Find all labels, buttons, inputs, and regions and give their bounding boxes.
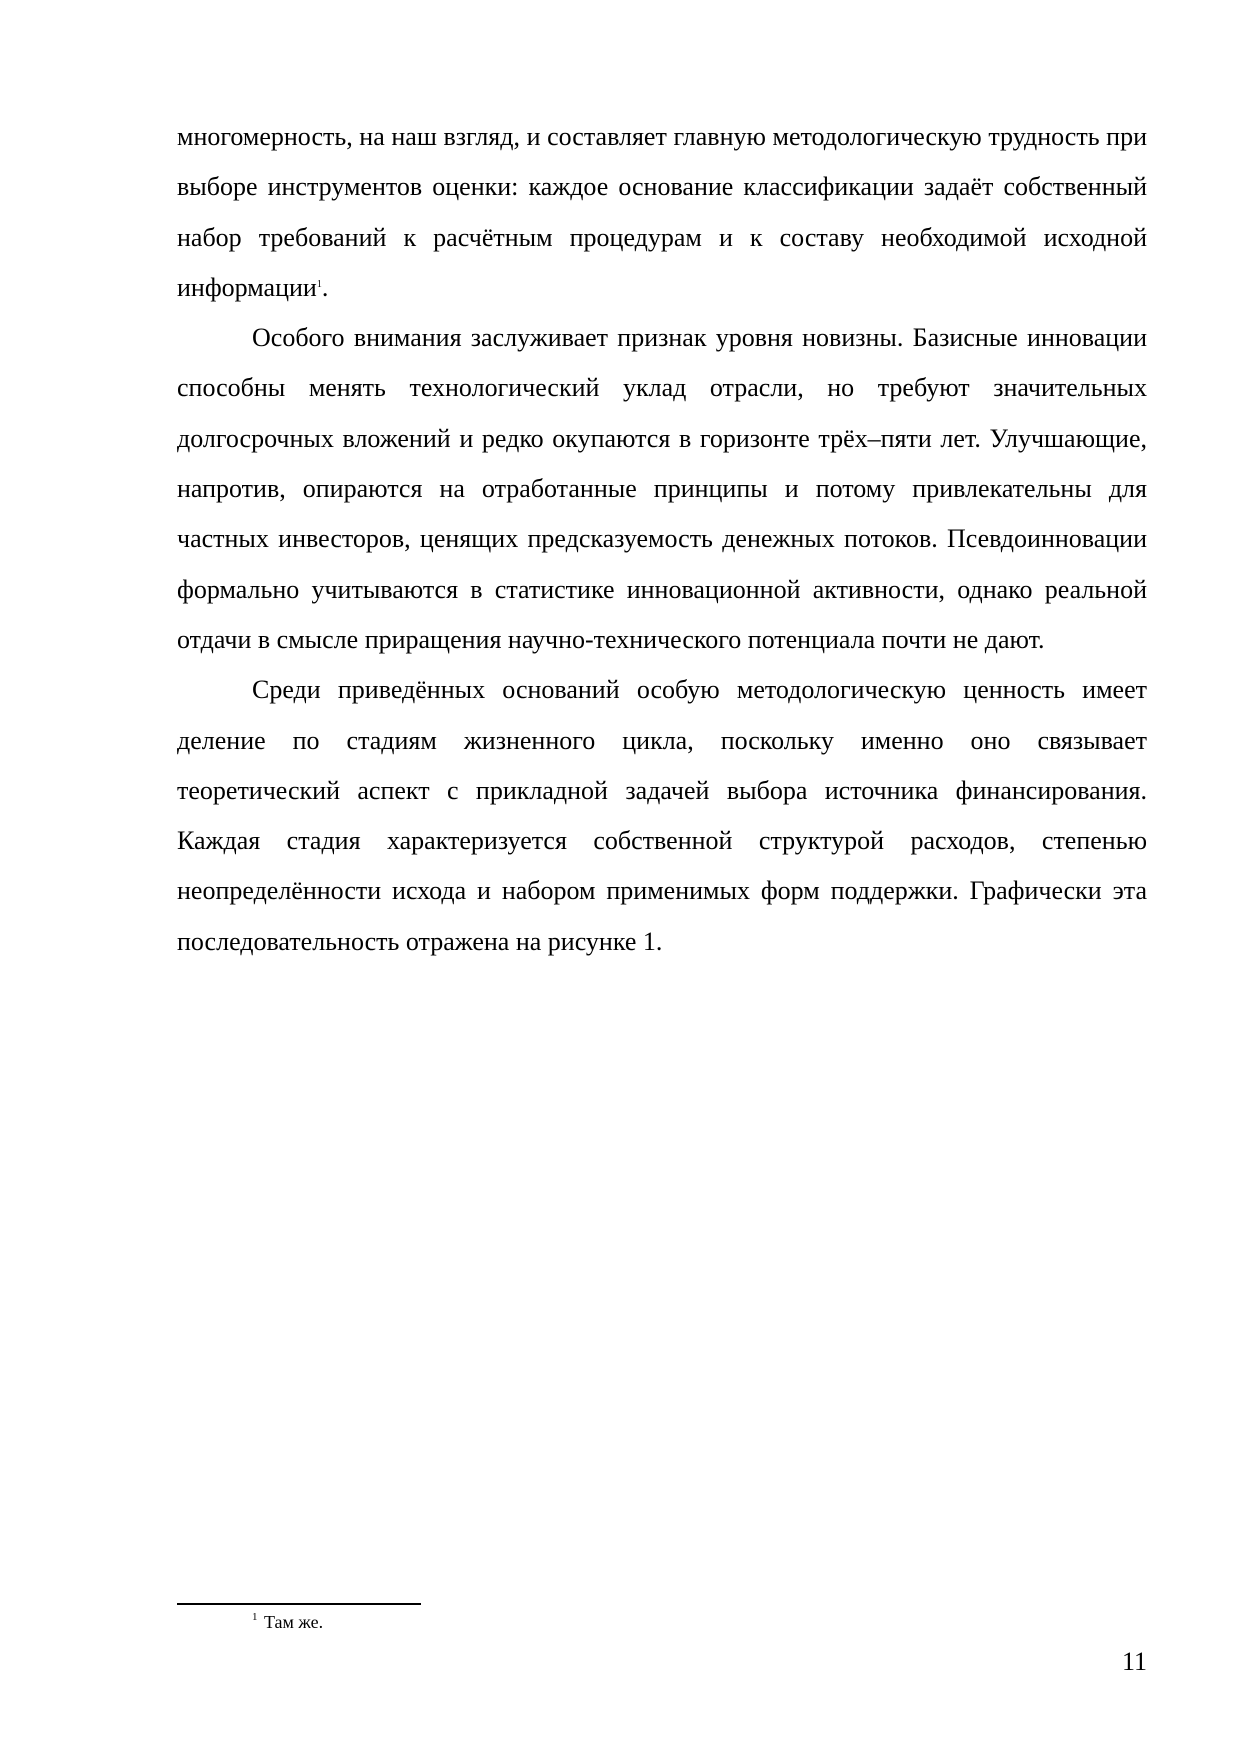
page-number: 11	[1121, 1647, 1147, 1676]
footnote-separator	[177, 1603, 421, 1605]
body-text	[177, 112, 1147, 967]
footnote-text: Там же.	[264, 1612, 324, 1632]
footnote	[252, 1610, 323, 1634]
footnote-mark: 1	[252, 1611, 258, 1624]
paragraph-1-end: .	[321, 272, 329, 302]
paragraph-life-cycle: Среди приведённых оснований особую методологическую ценность имеет деление по стадиям жизненного цикла, поскольку именно оно связывает теоретический аспект с прикладной задачей выбора источника финансирования. Каждая стадия характеризуется собственной структурой расходов, степенью неопределённости исхода и набором применимых форм поддержки. Графически эта последовательность отражена на рисунке 1.	[177, 675, 1147, 956]
paragraph-1-text: многомерность, на наш взгляд, и составляет главную методологическую трудность при выборе инструментов оценки: каждое основание классификации задаёт собственный набор требований к расчётным процедурам и к составу необходимой исходной информации	[177, 122, 1147, 302]
footnote-reference[interactable]: 1	[316, 278, 322, 290]
paragraph-novelty: Особого внимания заслуживает признак уровня новизны. Базисные инновации способны менять технологический уклад отрасли, но требуют значительных долгосрочных вложений и редко окупаются в горизонте трёх–пяти лет. Улучшающие, напротив, опираются на отработанные принципы и потому привлекательны для частных инвесторов, ценящих предсказуемость денежных потоков. Псевдоинновации формально учитываются в статистике инновационной активности, однако реальной отдачи в смысле приращения научно-технического потенциала почти не дают.	[177, 323, 1147, 654]
paragraph-continuation	[177, 112, 1147, 313]
